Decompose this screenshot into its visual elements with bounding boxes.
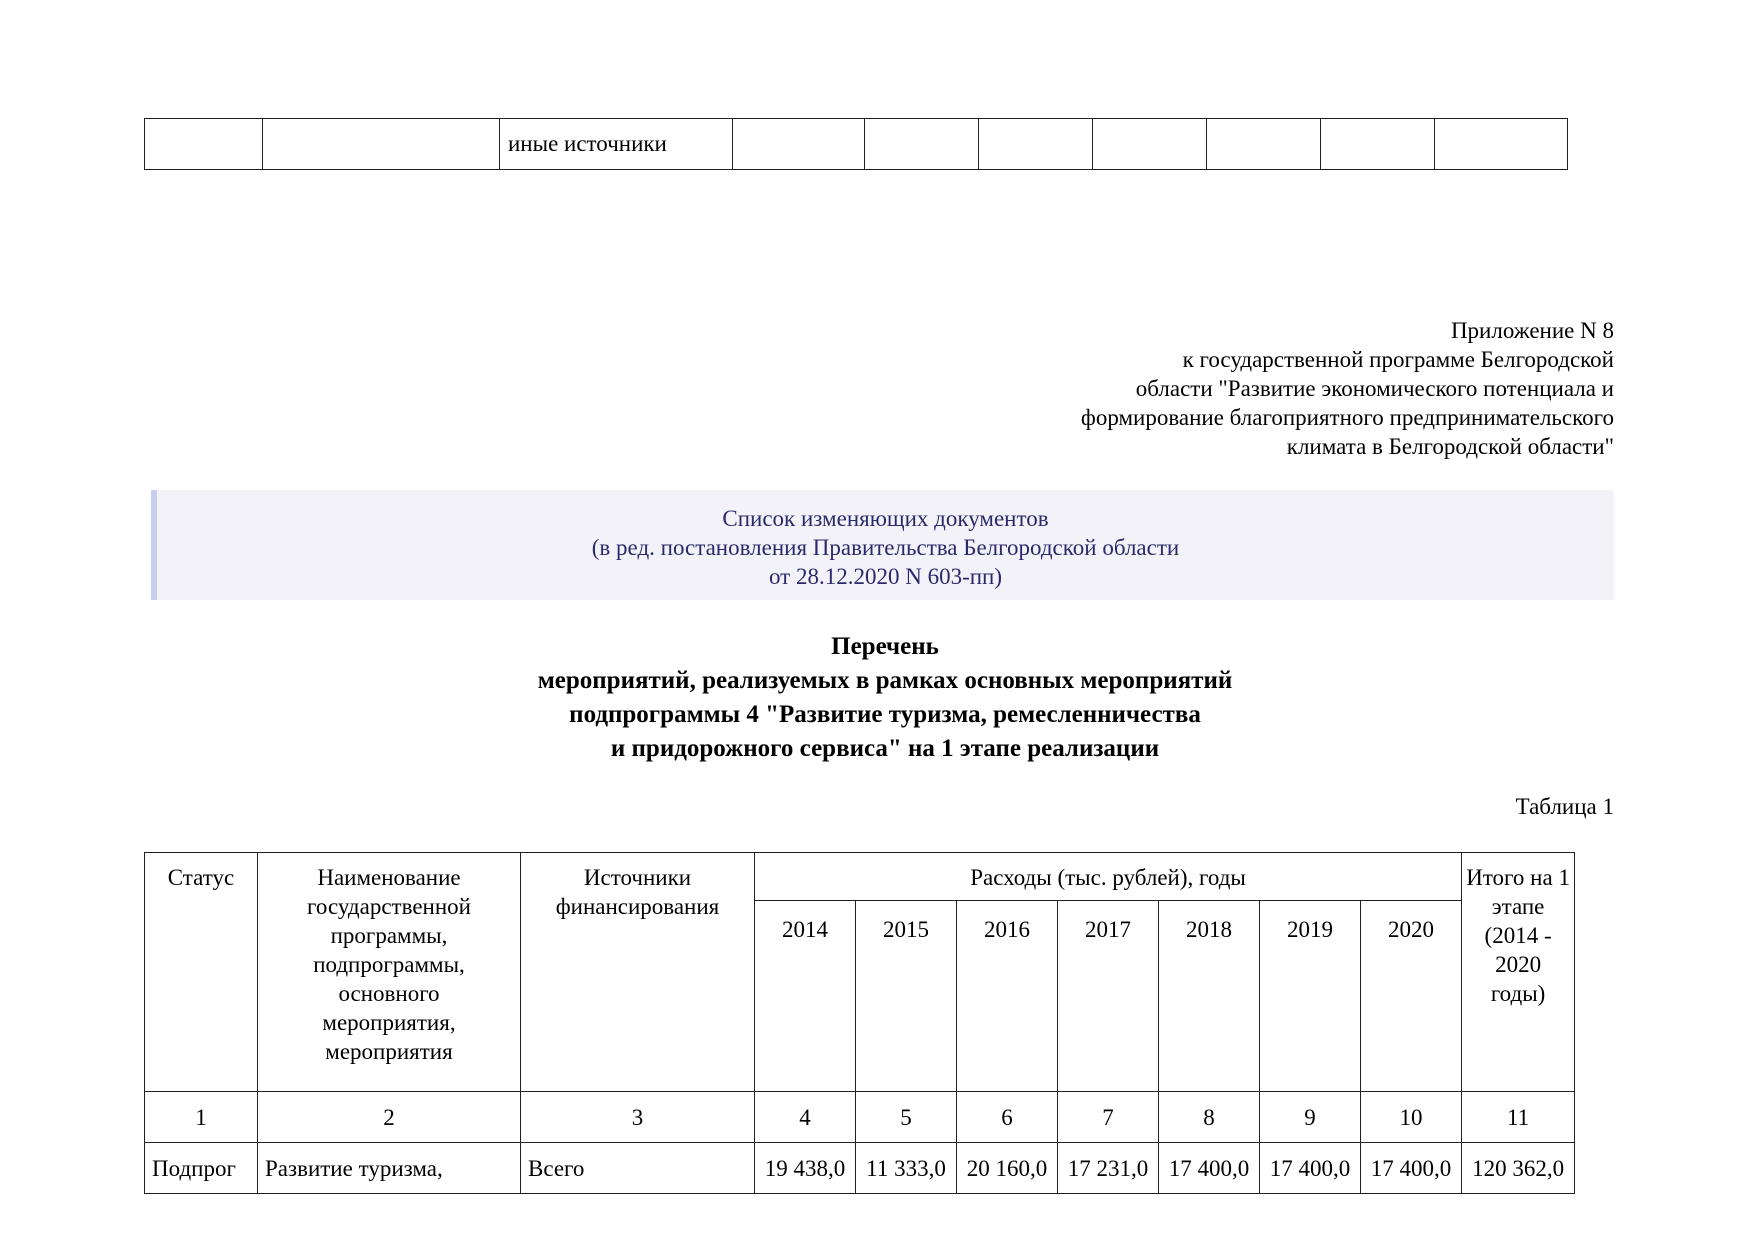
previous-table-fragment	[144, 118, 1568, 170]
cell-value: 17 400,0	[1159, 1143, 1260, 1194]
cell-value: 17 400,0	[1260, 1143, 1361, 1194]
column-number: 8	[1159, 1092, 1260, 1143]
header-year: 2014	[755, 901, 856, 1092]
amendments-link[interactable]: (в ред. постановления Правительства Белгородской области	[591, 535, 1180, 560]
table-row	[145, 1143, 1575, 1194]
column-number: 3	[521, 1092, 755, 1143]
column-numbers-row	[145, 1092, 1575, 1143]
table-cell	[263, 119, 500, 170]
table-cell: иные источники	[500, 119, 733, 170]
cell-value: 17 400,0	[1361, 1143, 1462, 1194]
header-sources: Источники финансирования	[521, 853, 755, 1092]
annex-line: Приложение N 8	[1450, 318, 1614, 343]
table-cell	[1207, 119, 1321, 170]
annex-line: климата в Белгородской области"	[1286, 434, 1614, 459]
cell-status: Подпрог	[145, 1143, 258, 1194]
column-number: 11	[1462, 1092, 1575, 1143]
table-cell	[865, 119, 979, 170]
column-number: 5	[856, 1092, 957, 1143]
column-number: 1	[145, 1092, 258, 1143]
table-cell	[1435, 119, 1568, 170]
page-title	[340, 630, 1430, 766]
title-line: и придорожного сервиса" на 1 этапе реализации	[610, 735, 1160, 762]
amendments-box	[151, 490, 1614, 600]
annex-line: области "Развитие экономического потенциала и	[1135, 376, 1614, 401]
cell-name: Развитие туризма,	[258, 1143, 521, 1194]
cell-source: Всего	[521, 1143, 755, 1194]
column-number: 10	[1361, 1092, 1462, 1143]
column-number: 6	[957, 1092, 1058, 1143]
header-status: Статус	[145, 853, 258, 1092]
table-cell	[1093, 119, 1207, 170]
amendments-title: Список изменяющих документов	[722, 506, 1049, 531]
header-year: 2018	[1159, 901, 1260, 1092]
header-total: Итого на 1 этапе (2014 - 2020 годы)	[1462, 853, 1575, 1092]
column-number: 2	[258, 1092, 521, 1143]
table-cell	[1321, 119, 1435, 170]
cell-value: 20 160,0	[957, 1143, 1058, 1194]
column-number: 4	[755, 1092, 856, 1143]
annex-line: формирование благоприятного предпринимательского	[1080, 405, 1614, 430]
cell-value: 19 438,0	[755, 1143, 856, 1194]
table-cell	[979, 119, 1093, 170]
table-cell	[733, 119, 865, 170]
column-number: 7	[1058, 1092, 1159, 1143]
title-line: Перечень	[831, 633, 939, 660]
cell-value: 11 333,0	[856, 1143, 957, 1194]
title-line: подпрограммы 4 "Развитие туризма, ремесленничества	[569, 701, 1201, 728]
header-year: 2017	[1058, 901, 1159, 1092]
header-year: 2019	[1260, 901, 1361, 1092]
header-expenses: Расходы (тыс. рублей), годы	[755, 853, 1462, 901]
cell-total: 120 362,0	[1462, 1143, 1575, 1194]
column-number: 9	[1260, 1092, 1361, 1143]
title-line: мероприятий, реализуемых в рамках основных мероприятий	[537, 667, 1233, 694]
annex-line: к государственной программе Белгородской	[1182, 347, 1614, 372]
header-row	[145, 853, 1575, 901]
table-row	[145, 119, 1568, 170]
header-year: 2016	[957, 901, 1058, 1092]
header-year: 2015	[856, 901, 957, 1092]
header-name: Наименование государственной программы, подпрограммы, основного мероприятия, мероприятия	[258, 853, 521, 1092]
header-year: 2020	[1361, 901, 1462, 1092]
table-label: Таблица 1	[1515, 794, 1614, 819]
cell-value: 17 231,0	[1058, 1143, 1159, 1194]
amendments-date: от 28.12.2020 N 603-пп)	[768, 564, 1003, 589]
expenses-table	[144, 852, 1575, 1194]
annex-header	[814, 316, 1614, 461]
table-cell	[145, 119, 263, 170]
